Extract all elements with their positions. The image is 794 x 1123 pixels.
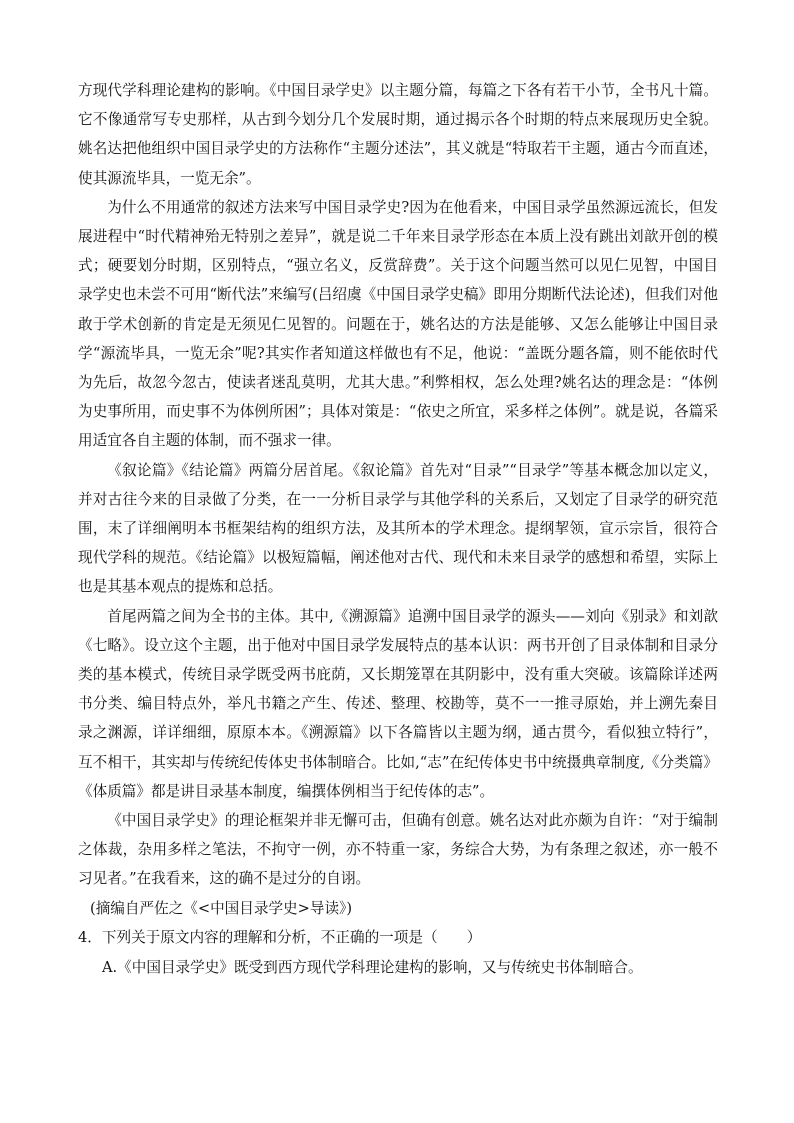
source-citation: (摘编自严佐之《<中国目录学史>导读》): [90, 899, 353, 917]
paragraph-1: 方现代学科理论建构的影响。《中国目录学史》以主题分篇，每篇之下各有若干小节，全书凡十篇。它不像通常写专史那样，从古到今划分几个发展时期，通过揭示各个时期的特点来展现历史全貌。姚名达把他组织中国目录学史的方法称作“主题分述法”，其义就是“特取若干主题，通古今而直述，使其源流毕具，一览无余”。: [78, 82, 718, 187]
option-a: A.《中国目录学史》既受到西方现代学科理论建构的影响，又与传统史书体制暗合。: [102, 958, 643, 976]
question-4: 4．下列关于原文内容的理解和分析，不正确的一项是（ ）: [78, 928, 482, 946]
paragraph-2: 为什么不用通常的叙述方法来写中国目录学史?因为在他看来，中国目录学虽然源远流长，但发展进程中“时代精神殆无特别之差异”，就是说二千年来目录学形态在本质上没有跳出刘歆开创的模式；硬要划分时期，区别特点，“强立名义，反赏辞费”。关于这个问题当然可以见仁见智，中国目录学史也未尝不可用“断代法”来编写(吕绍虞《中国目录学史稿》即用分期断代法论述)，但我们对他敢于学术创新的肯定是无须见仁见智的。问题在于，姚名达的方法是能够、又怎么能够让中国目录学“源流毕具，一览无余”呢?其实作者知道这样做也有不足，他说：“盖既分题各篇，则不能依时代为先后，故忽今忽古，使读者迷乱莫明，尤其大患。”利弊相权，怎么处理?姚名达的理念是：“体例为史事所用，而史事不为体例所困”；具体对策是：“依史之所宜，采多样之体例”。就是说，各篇采用适宜各自主题的体制，而不强求一律。: [78, 198, 718, 450]
paragraph-5: 《中国目录学史》的理论框架并非无懈可击，但确有创意。姚名达对此亦颇为自许：“对于编制之体裁，杂用多样之笔法，不拘守一例，亦不特重一家，务综合大势，为有条理之叙述，亦一般不习见者。”在我看来，这的确不是过分的自诩。: [78, 812, 718, 888]
document-body: [78, 76, 718, 983]
paragraph-3: 《叙论篇》《结论篇》两篇分居首尾。《叙论篇》首先对“目录”“目录学”等基本概念加以定义，并对古往今来的目录做了分类，在一一分析目录学与其他学科的关系后，又划定了目录学的研究范围，末了详细阐明本书框架结构的组织方法，及其所本的学术理念。提纲挈领，宣示宗旨，很符合现代学科的规范。《结论篇》以极短篇幅，阐述他对古代、现代和未来目录学的感想和希望，实际上也是其基本观点的提炼和总括。: [78, 461, 718, 596]
paragraph-4: 首尾两篇之间为全书的主体。其中,《溯源篇》追溯中国目录学的源头——刘向《别录》和刘歆《七略》。设立这个主题，出于他对中国目录学发展特点的基本认识：两书开创了目录体制和目录分类的基本模式，传统目录学既受两书庇荫，又长期笼罩在其阴影中，没有重大突破。该篇除详述两书分类、编目特点外，举凡书籍之产生、传述、整理、校勘等，莫不一一推寻原始，并上溯先秦目录之渊源，详详细细，原原本本。《溯源篇》以下各篇皆以主题为纲，通古贯今，看似独立特行”，互不相干，其实却与传统纪传体史书体制暗合。比如,“志”在纪传体史书中统摄典章制度,《分类篇》《体质篇》都是讲目录基本制度，编撰体例相当于纪传体的志”。: [78, 607, 718, 800]
